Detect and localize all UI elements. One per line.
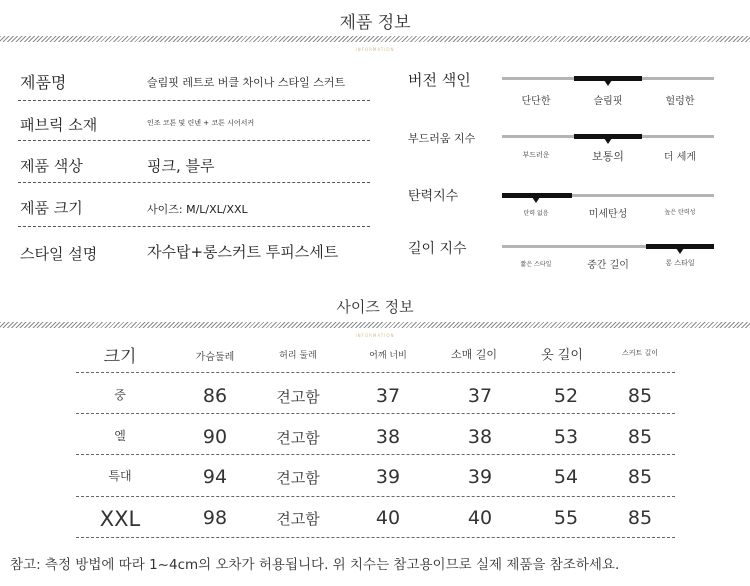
table-cell: 37: [375, 385, 401, 407]
table-cell: 38: [375, 426, 401, 448]
table-cell: 86: [202, 385, 228, 407]
version-option: 헐렁한: [665, 96, 695, 107]
elasticity-index-scale: [502, 194, 714, 197]
version-option-selected: 슬림핏: [593, 96, 623, 107]
product-info-subtitle: INFORMATION: [341, 44, 409, 56]
table-header: 허리 둘레: [279, 351, 317, 361]
fabric-label: 패브릭 소재: [20, 116, 98, 134]
row-divider: [76, 537, 675, 538]
length-option: 짧은 스타일: [520, 261, 552, 268]
table-cell: 중: [114, 388, 126, 402]
row-divider: [76, 454, 675, 455]
style-value: 자수탑+롱스커트 투피스세트: [147, 243, 339, 261]
size-label: 제품 크기: [20, 199, 83, 217]
table-cell: 견고함: [276, 388, 320, 406]
table-cell: XXL: [99, 507, 141, 531]
row-divider: [76, 413, 675, 414]
table-cell: 39: [375, 466, 401, 488]
table-cell: 특대: [108, 469, 132, 483]
row-divider: [18, 100, 370, 101]
elasticity-index-label: 탄력지수: [408, 189, 459, 204]
softness-index-scale: [502, 135, 714, 138]
row-divider: [18, 182, 370, 183]
size-info-subtitle: INFORMATION: [341, 330, 409, 342]
row-divider: [76, 372, 675, 373]
elasticity-option: 미세탄성: [588, 209, 628, 220]
table-header: 소매 길이: [450, 348, 497, 361]
size-hatch-divider: [0, 322, 750, 328]
pointer-marker: [604, 138, 612, 144]
size-value: 사이즈: M/L/XL/XXL: [147, 203, 248, 216]
pointer-marker: [676, 248, 684, 254]
softness-option: 더 세게: [663, 152, 697, 163]
fabric-value: 인조 코튼 및 린넨 + 코튼 시어서커: [147, 119, 255, 127]
table-header: 크기: [103, 347, 137, 367]
length-option-selected: 롱 스타일: [665, 259, 695, 267]
table-cell: 85: [627, 466, 653, 488]
pointer-marker: [532, 197, 540, 203]
version-option: 단단한: [521, 96, 551, 107]
table-cell: 엘: [114, 429, 126, 443]
row-divider: [76, 496, 675, 497]
table-cell: 53: [553, 426, 579, 448]
row-divider: [18, 226, 370, 227]
product-info-title: 제품 정보: [339, 13, 411, 33]
table-cell: 견고함: [276, 429, 320, 447]
table-cell: 38: [467, 426, 493, 448]
table-cell: 견고함: [276, 510, 320, 528]
pointer-marker: [604, 80, 612, 86]
length-index-scale: [502, 245, 714, 248]
table-header: 스커트 길이: [621, 349, 659, 357]
table-cell: 39: [467, 466, 493, 488]
table-header: 어깨 너비: [369, 351, 407, 361]
version-index-label: 버전 색인: [408, 71, 471, 89]
softness-index-label: 부드러움 지수: [408, 132, 476, 145]
style-label: 스타일 설명: [20, 245, 98, 263]
table-cell: 52: [553, 385, 579, 407]
table-cell: 54: [553, 466, 579, 488]
table-cell: 94: [202, 466, 228, 488]
size-info-title: 사이즈 정보: [336, 298, 414, 316]
row-divider: [18, 140, 370, 141]
table-cell: 55: [553, 507, 579, 529]
color-value: 핑크, 블루: [147, 157, 215, 175]
length-option: 중간 길이: [587, 260, 629, 271]
color-label: 제품 색상: [20, 157, 83, 175]
table-cell: 85: [627, 507, 653, 529]
table-cell: 견고함: [276, 469, 320, 487]
length-index-label: 길이 지수: [408, 241, 467, 257]
elasticity-option-selected: 탄력 없음: [523, 210, 549, 217]
table-header: 옷 길이: [541, 348, 583, 363]
version-index-scale: [502, 77, 714, 80]
product-name-value: 슬림핏 레트로 버클 차이나 스타일 스커트: [147, 76, 346, 89]
table-cell: 85: [627, 385, 653, 407]
table-header: 가슴둘레: [195, 352, 235, 363]
softness-option: 부드러운: [522, 151, 550, 159]
table-cell: 98: [202, 507, 228, 529]
table-cell: 85: [627, 426, 653, 448]
product-name-label: 제품명: [20, 73, 67, 92]
elasticity-option: 높은 탄력성: [664, 209, 696, 216]
softness-option-selected: 보통의: [592, 150, 624, 163]
measurement-note: 참고: 측정 방법에 따라 1~4cm의 오차가 허용됩니다. 위 치수는 참고용이므로 실제 제품을 참조하세요.: [10, 557, 620, 573]
table-cell: 40: [375, 507, 401, 529]
table-cell: 40: [467, 507, 493, 529]
header-hatch-divider: [0, 36, 750, 42]
table-cell: 90: [202, 426, 228, 448]
table-cell: 37: [467, 385, 493, 407]
